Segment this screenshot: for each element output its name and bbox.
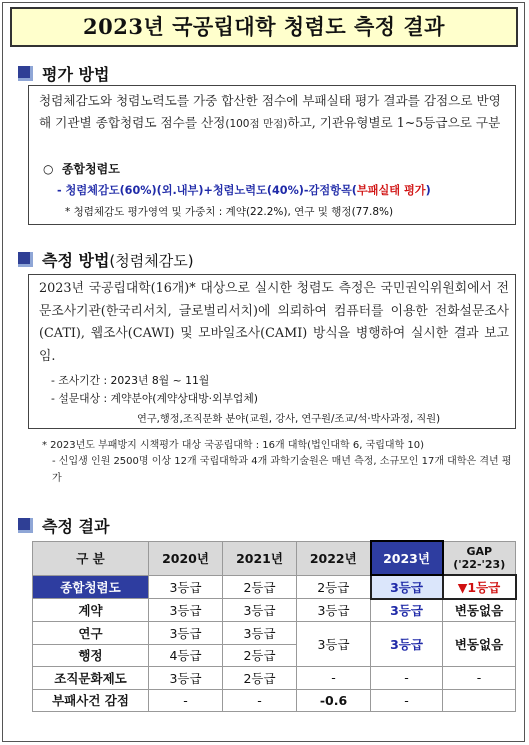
weight-note: * 청렴체감도 평가영역 및 가중치 : 계약(22.2%), 연구 및 행정(77.8%) xyxy=(65,206,394,218)
table-cell: 3등급 xyxy=(223,622,297,645)
table-cell: 3등급 xyxy=(149,575,223,599)
row-label-overall: 종합청렴도 xyxy=(33,575,149,599)
table-cell: 4등급 xyxy=(149,644,223,667)
row-label-culture: 조직문화제도 xyxy=(33,667,149,690)
results-table xyxy=(32,540,517,712)
table-cell: 3등급 xyxy=(149,667,223,690)
table-cell: 3등급 xyxy=(149,622,223,645)
table-row xyxy=(33,667,516,690)
table-cell-2023: 3등급 xyxy=(371,575,443,599)
header-2023: 2023년 xyxy=(371,541,443,575)
table-cell: - xyxy=(149,689,223,712)
header-2021: 2021년 xyxy=(223,541,297,575)
bullet-square-icon xyxy=(18,252,33,267)
table-cell: 2등급 xyxy=(223,575,297,599)
table-cell: 3등급 xyxy=(223,599,297,622)
integrity-formula: - 청렴체감도(60%)(외.내부)+청렴노력도(40%)-감점항목(부패실태 평가) xyxy=(57,184,431,197)
survey-target: - 설문대상 : 계약분야(계약상대방·외부업체) xyxy=(51,392,258,405)
footnote-target-universities: * 2023년도 부패방지 시책평가 대상 국공립대학 : 16개 대학(법인대학 6, 국립대학 10) xyxy=(42,440,425,451)
table-row xyxy=(33,599,516,622)
table-row xyxy=(33,575,516,599)
gap-cell-merged: 변동없음 xyxy=(443,622,516,667)
page-title: 2023년 국공립대학 청렴도 측정 결과 xyxy=(10,7,518,47)
row-label-admin: 행정 xyxy=(33,644,149,667)
gap-cell: ▼1등급 xyxy=(443,575,516,599)
header-2020: 2020년 xyxy=(149,541,223,575)
table-cell-merged: 3등급 xyxy=(297,622,371,667)
method-box xyxy=(28,274,516,429)
survey-period: - 조사기간 : 2023년 8월 ~ 11월 xyxy=(51,374,210,387)
table-cell: 2등급 xyxy=(223,667,297,690)
header-category: 구 분 xyxy=(33,541,149,575)
table-cell xyxy=(443,689,516,712)
bullet-square-icon xyxy=(18,518,33,533)
item-overall-integrity: ○ 종합청렴도 xyxy=(43,162,120,176)
table-cell: 3등급 xyxy=(149,599,223,622)
table-cell: 2등급 xyxy=(297,575,371,599)
circle-bullet-icon: ○ xyxy=(43,162,54,176)
section-heading-evaluation: 평가 방법 xyxy=(18,62,109,85)
survey-target-detail: 연구,행정,조직문화 분야(교원, 강사, 연구원/조교/석·박사과정, 직원) xyxy=(137,414,441,425)
table-cell: - xyxy=(371,667,443,690)
header-gap: GAP ('22-'23) xyxy=(443,541,516,575)
evaluation-paragraph: 청렴체감도와 청렴노력도를 가중 합산한 점수에 부패실태 평가 결과를 감점으로 반영해 기관별 종합청렴도 점수를 산정(100점 만점)하고, 기관유형별로 1~5등급으로 구분 xyxy=(39,93,501,130)
table-cell: - xyxy=(371,689,443,712)
table-cell-2023-merged: 3등급 xyxy=(371,622,443,667)
table-header-row xyxy=(33,541,516,575)
table-cell: -0.6 xyxy=(297,689,371,712)
evaluation-box xyxy=(28,85,516,225)
row-label-penalty: 부패사건 감점 xyxy=(33,689,149,712)
method-paragraph: 2023년 국공립대학(16개)* 대상으로 실시한 청렴도 측정은 국민권익위원회에서 전문조사기관(한국리서치, 글로벌리서치)에 의뢰하여 컴퓨터를 이용한 전화설문조사(CATI), 웹조사(CAWI) 및 모바일조사(CAMI) 방식을 병행하여 실시한 결과 보고임. xyxy=(39,281,509,364)
row-label-contract: 계약 xyxy=(33,599,149,622)
bullet-square-icon xyxy=(18,66,33,81)
table-cell: - xyxy=(223,689,297,712)
table-cell: - xyxy=(297,667,371,690)
table-row xyxy=(33,622,516,645)
table-cell-2023: 3등급 xyxy=(371,599,443,622)
gap-cell: 변동없음 xyxy=(443,599,516,622)
row-label-research: 연구 xyxy=(33,622,149,645)
table-row xyxy=(33,689,516,712)
down-triangle-icon: ▼ xyxy=(457,579,468,595)
table-cell: 3등급 xyxy=(297,599,371,622)
table-cell: - xyxy=(443,667,516,690)
header-2022: 2022년 xyxy=(297,541,371,575)
table-cell: 2등급 xyxy=(223,644,297,667)
section-heading-method: 측정 방법(청렴체감도) xyxy=(18,248,194,271)
footnote-frequency: - 신입생 인원 2500명 이상 12개 국립대학과 4개 과학기술원은 매년 측정, 소규모인 17개 대학은 격년 평가 xyxy=(52,456,512,484)
section-heading-results: 측정 결과 xyxy=(18,514,109,537)
